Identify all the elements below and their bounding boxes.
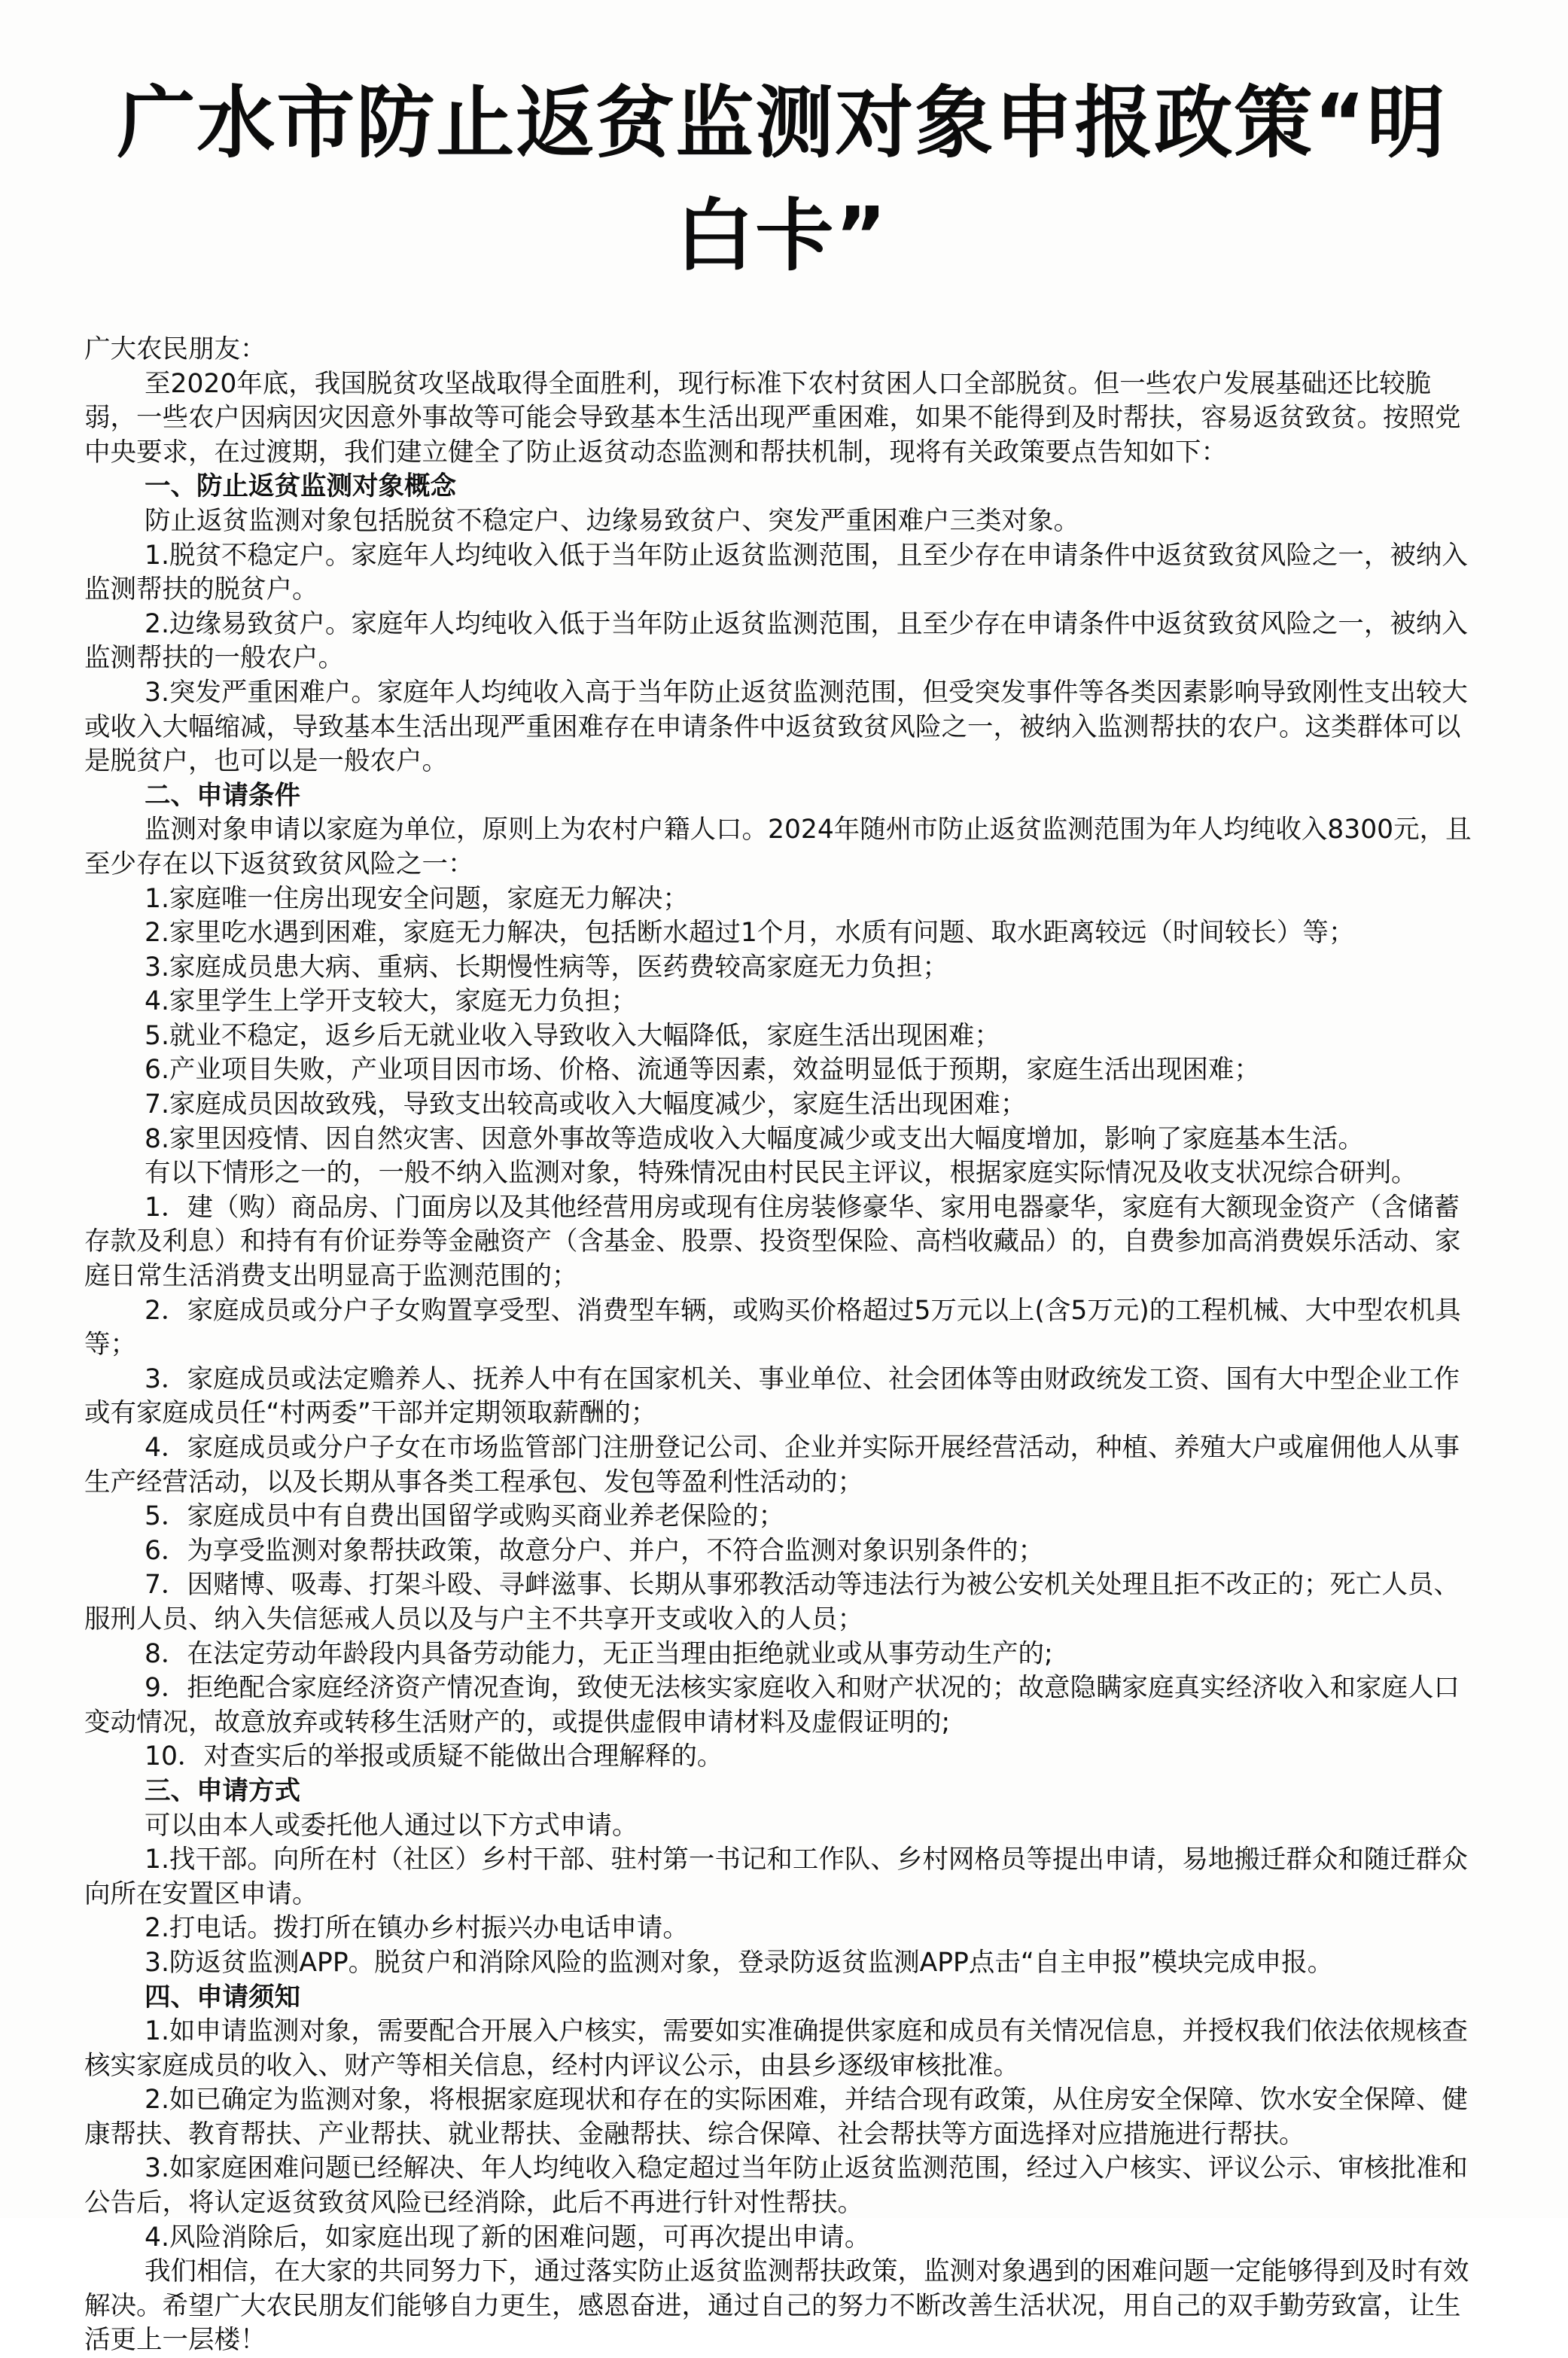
list-item: 8．在法定劳动年龄段内具备劳动能力，无正当理由拒绝就业或从事劳动生产的; (145, 1638, 1053, 1669)
section-paragraph: 有以下情形之一的，一般不纳入监测对象，特殊情况由村民民主评议，根据家庭实际情况及收支状况综合研判。 (145, 1158, 1417, 1189)
list-item: 1．建（购）商品房、门面房以及其他经营用房或现有住房装修豪华、家用电器豪华，家庭有大额现金资产（含储蓄存款及利息）和持有有价证券等金融资产（含基金、股票、投资型保险、高档收藏品）的，自费参加高消费娱乐活动、家庭日常生活消费支出明显高于监测范围的； (84, 1192, 1461, 1292)
list-item: 3．家庭成员或法定赡养人、抚养人中有在国家机关、事业单位、社会团体等由财政统发工资、国有大中型企业工作或有家庭成员任“村两委”干部并定期领取薪酬的； (84, 1363, 1460, 1429)
list-item: 1.如申请监测对象，需要配合开展入户核实，需要如实准确提供家庭和成员有关情况信息，并授权我们依法依规核查核实家庭成员的收入、财产等相关信息，经村内评议公示，由县乡逐级审核批准。 (84, 2016, 1468, 2081)
list-item: 10．对查实后的举报或质疑不能做出合理解释的。 (145, 1741, 723, 1772)
list-item: 7．因赌博、吸毒、打架斗殴、寻衅滋事、长期从事邪教活动等违法行为被公安机关处理且拒不改正的；死亡人员、服刑人员、纳入失信惩戒人员以及与户主不共享开支或收入的人员； (84, 1570, 1460, 1634)
list-item: 8.家里因疫情、因自然灾害、因意外事故等造成收入大幅度减少或支出大幅度增加，影响了家庭基本生活。 (145, 1123, 1364, 1154)
list-item: 1.找干部。向所在村（社区）乡村干部、驻村第一书记和工作队、乡村网格员等提出申请，易地搬迁群众和随迁群众向所在安置区申请。 (84, 1845, 1468, 1909)
list-item: 6.产业项目失败，产业项目因市场、价格、流通等因素，效益明显低于预期，家庭生活出现困难； (145, 1055, 1260, 1086)
list-item: 5.就业不稳定，返乡后无就业收入导致收入大幅降低，家庭生活出现困难； (145, 1020, 1000, 1051)
list-item: 3.如家庭困难问题已经解决、年人均纯收入稳定超过当年防止返贫监测范围，经过入户核实、评议公示、审核批准和公告后，将认定返贫致贫风险已经消除，此后不再进行针对性帮扶。 (84, 2153, 1468, 2219)
list-item: 2.打电话。拨打所在镇办乡村振兴办电话申请。 (145, 1913, 689, 1944)
section-paragraph: 防止返贫监测对象包括脱贫不稳定户、边缘易致贫户、突发严重困难户三类对象。 (145, 505, 1079, 536)
greeting: 广大农民朋友： (84, 334, 266, 364)
list-item: 6．为享受监测对象帮扶政策，故意分户、并户，不符合监测对象识别条件的； (145, 1535, 1044, 1566)
list-item: 2.家里吃水遇到困难，家庭无力解决，包括断水超过1个月，水质有问题、取水距离较远（时间较长）等； (145, 918, 1355, 949)
section-heading: 四、申请须知 (145, 1982, 300, 2012)
list-item: 3.防返贫监测APP。脱贫户和消除风险的监测对象，登录防返贫监测APP点击“自主申报”模块完成申报。 (145, 1947, 1334, 1978)
list-item: 1.家庭唯一住房出现安全问题，家庭无力解决； (145, 883, 689, 914)
section-heading: 三、申请方式 (145, 1775, 300, 1806)
list-item: 9．拒绝配合家庭经济资产情况查询，致使无法核实家庭收入和财产状况的；故意隐瞒家庭真实经济收入和家庭人口变动情况，故意放弃或转移生活财产的，或提供虚假申请材料及虚假证明的; (84, 1673, 1460, 1738)
section-paragraph: 可以由本人或委托他人通过以下方式申请。 (145, 1810, 638, 1841)
section-paragraph: 3.突发严重困难户。家庭年人均纯收入高于当年防止返贫监测范围，但受突发事件等各类因素影响导致刚性支出较大或收入大幅缩减，导致基本生活出现严重困难存在申请条件中返贫致贫风险之一，被纳入监测帮扶的农户。这类群体可以是脱贫户，也可以是一般农户。 (84, 677, 1468, 777)
document-title: 广水市防止返贫监测对象申报政策“明白卡” (117, 77, 1447, 282)
list-item: 3.家庭成员患大病、重病、长期慢性病等，医药费较高家庭无力负担； (145, 952, 948, 982)
list-item: 4．家庭成员或分户子女在市场监管部门注册登记公司、企业并实际开展经营活动，种植、养殖大户或雇佣他人从事生产经营活动，以及长期从事各类工程承包、发包等盈利性活动的； (84, 1433, 1460, 1497)
closing-paragraph: 我们相信，在大家的共同努力下，通过落实防止返贫监测帮扶政策，监测对象遇到的困难问题一定能够得到及时有效解决。希望广大农民朋友们能够自力更生，感恩奋进，通过自己的努力不断改善生活状况，用自己的双手勤劳致富，让生活更上一层楼！ (84, 2256, 1469, 2356)
section-paragraph: 2.边缘易致贫户。家庭年人均纯收入低于当年防止返贫监测范围，且至少存在申请条件中返贫致贫风险之一，被纳入监测帮扶的一般农户。 (84, 608, 1468, 674)
section-heading: 一、防止返贫监测对象概念 (145, 471, 456, 502)
list-item: 2.如已确定为监测对象，将根据家庭现状和存在的实际困难，并结合现有政策，从住房安全保障、饮水安全保障、健康帮扶、教育帮扶、产业帮扶、就业帮扶、金融帮扶、综合保障、社会帮扶等方面选择对应措施进行帮扶。 (84, 2085, 1468, 2149)
list-item: 2．家庭成员或分户子女购置享受型、消费型车辆，或购买价格超过5万元以上(含5万元)的工程机械、大中型农机具等； (84, 1295, 1461, 1360)
section-paragraph: 监测对象申请以家庭为单位，原则上为农村户籍人口。2024年随州市防止返贫监测范围为年人均纯收入8300元，且至少存在以下返贫致贫风险之一： (84, 815, 1472, 879)
list-item: 4.家里学生上学开支较大，家庭无力负担； (145, 986, 637, 1017)
intro-paragraph: 至2020年底，我国脱贫攻坚战取得全面胜利，现行标准下农村贫困人口全部脱贫。但一些农户发展基础还比较脆弱，一些农户因病因灾因意外事故等可能会导致基本生活出现严重困难，如果不能得到及时帮扶，容易返贫致贫。按照党中央要求，在过渡期，我们建立健全了防止返贫动态监测和帮扶机制，现将有关政策要点告知如下： (84, 368, 1461, 468)
list-item: 4.风险消除后，如家庭出现了新的困难问题，可再次提出申请。 (145, 2222, 871, 2253)
section-paragraph: 1.脱贫不稳定户。家庭年人均纯收入低于当年防止返贫监测范围，且至少存在申请条件中返贫致贫风险之一，被纳入监测帮扶的脱贫户。 (84, 540, 1468, 605)
document-body (84, 333, 1479, 2358)
list-item: 7.家庭成员因故致残，导致支出较高或收入大幅度减少，家庭生活出现困难； (145, 1089, 1027, 1120)
section-heading: 二、申请条件 (145, 780, 300, 811)
list-item: 5．家庭成员中有自费出国留学或购买商业养老保险的； (145, 1501, 784, 1532)
